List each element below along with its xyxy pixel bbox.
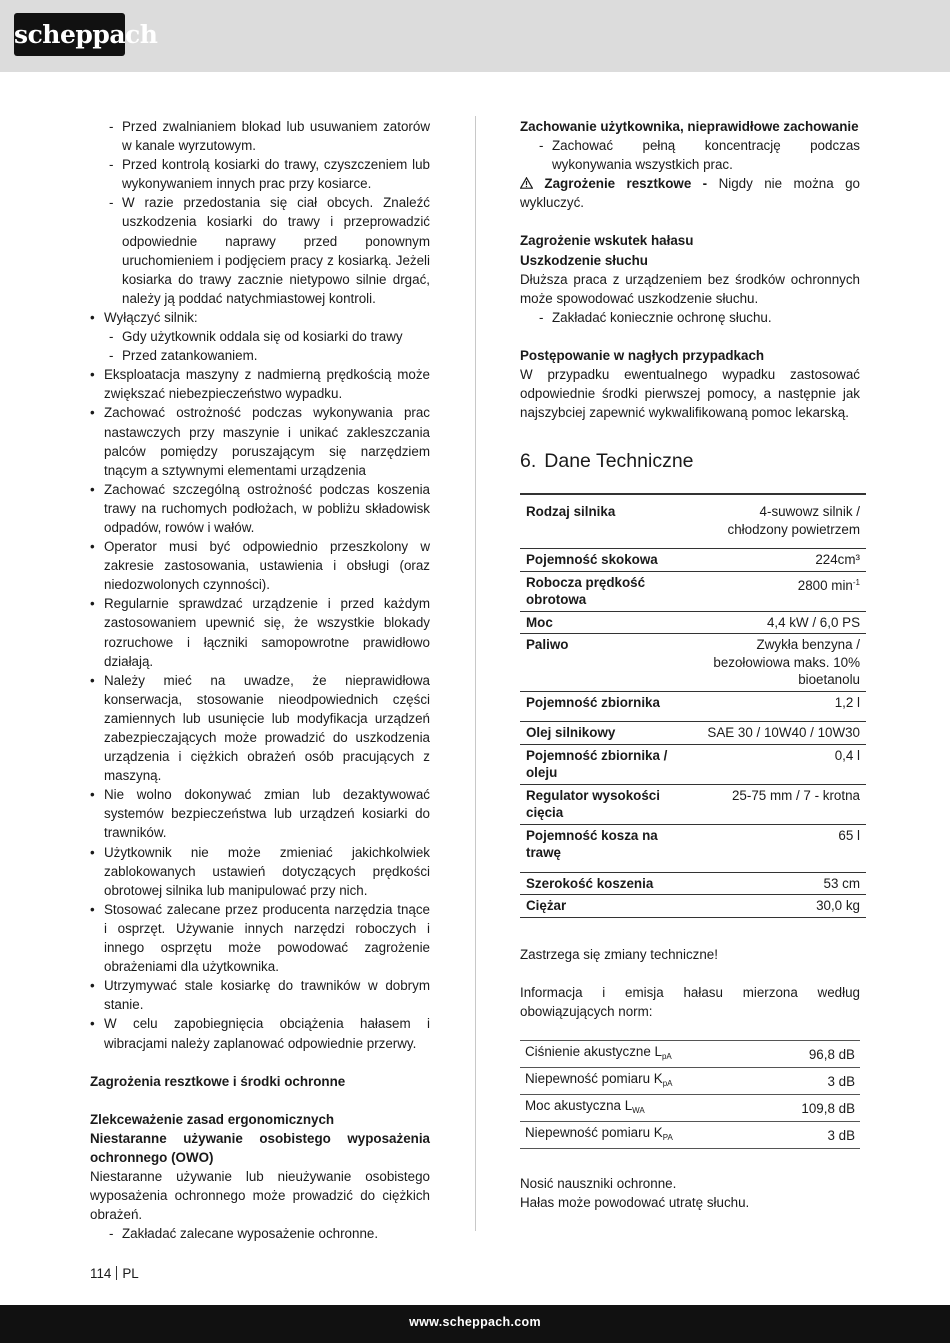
noise-label (520, 1095, 762, 1122)
spec-value (698, 571, 866, 611)
speed-exponent: -1 (852, 577, 860, 587)
spec-label: Pojemność kosza na trawę (520, 824, 698, 872)
bullet-item: • Zachować ostrożność podczas wykonywania prac nastawczych przy maszynie i unikać zakleszczania palców pomiędzy poruszającym się narzędziem tnącym a sztywnymi elementami urządzenia (90, 403, 430, 479)
residual-risk-label: Zagrożenie resztkowe - (544, 176, 708, 192)
table-row (520, 895, 866, 918)
table-row (520, 634, 866, 692)
spec-value: 25-75 mm / 7 - krotna (698, 784, 866, 824)
ppe-heading: Niestaranne używanie osobistego wyposażenia ochronnego (OWO) (90, 1130, 430, 1165)
tech-spec-table (520, 493, 866, 918)
spec-label: Robocza prędkość obrotowa (520, 571, 698, 611)
emergency-heading: Postępowanie w nagłych przypadkach (520, 347, 765, 363)
dash-item: - Zakładać zalecane wyposażenie ochronne. (90, 1224, 430, 1243)
header-bar (0, 0, 950, 72)
spec-label: Pojemność zbiornika / oleju (520, 744, 698, 784)
table-row (520, 744, 866, 784)
noise-label-text: Ciśnienie akustyczne L (525, 1044, 662, 1060)
spec-value: 0,4 l (698, 744, 866, 784)
emergency-text: W przypadku ewentualnego wypadku zastosować odpowiednie środki pierwszej pomocy, a następnie jak najszybciej zapewnić wykwalifikowaną pomoc lekarską. (520, 367, 860, 421)
table-row (520, 1041, 860, 1068)
noise-label-sub: pA (662, 1079, 673, 1089)
table-row (520, 872, 866, 895)
bullet-item: • W celu zapobiegnięcia obciążenia hałasem i wibracjami należy zaplanować odpowiednie przerwy. (90, 1014, 430, 1052)
right-column (520, 117, 860, 1212)
hearing-text: Dłuższa praca z urządzeniem bez środków ochronnych może spowodować uszkodzenie słuchu. (520, 271, 860, 306)
noise-heading: Zagrożenie wskutek hałasu (520, 233, 694, 249)
residual-risk-line (520, 174, 860, 212)
noise-label (520, 1122, 762, 1149)
spec-label: Rodzaj silnika (520, 494, 698, 549)
table-row (520, 494, 866, 549)
ppe-text: Niestaranne używanie lub nieużywanie osobistego wyposażenia ochronnego może prowadzić do ciężkich obrażeń. (90, 1168, 430, 1223)
noise-value: 3 dB (762, 1068, 860, 1095)
dash-item: - Zachować pełną koncentrację podczas wykonywania wszystkich prac. (520, 136, 860, 174)
spec-value: Zwykła benzyna / bezołowiowa maks. 10% bioetanolu (698, 634, 866, 692)
ear-protection-text: Nosić nauszniki ochronne. (520, 1176, 677, 1192)
spec-value: 53 cm (698, 872, 866, 895)
footer-bar (0, 1305, 950, 1343)
bullet-item: • Należy mieć na uwadze, że nieprawidłowa konserwacja, stosowanie nieodpowiednich części zamiennych lub usunięcie lub modyfikacja urządzeń zabezpieczających może prowadzić do uszkodzenia urządzenia i ciężkich obrażeń osób pracujących z maszyną. (90, 671, 430, 786)
noise-label-sub: WA (632, 1106, 645, 1116)
dash-item: - Przed zwalnianiem blokad lub usuwaniem zatorów w kanale wyrzutowym. (90, 117, 430, 155)
warning-icon (520, 177, 533, 189)
bullet-item: • Wyłączyć silnik: (90, 308, 430, 327)
dash-item: - W razie przedostania się ciał obcych. Znaleźć uszkodzenia kosiarki do trawy i przeprowadzić odpowiednie naprawy przed ponownym uruchomieniem i podjęciem pracy z kosiarką. Jeżeli kosiarka do trawy zacznie nietypowo silnie drgać, należy ją poddać natychmiastowej kontroli. (90, 193, 430, 308)
section-title-text: Dane Techniczne (544, 450, 694, 473)
table-row (520, 1122, 860, 1149)
speed-value: 2800 min (797, 577, 853, 593)
dash-item: - Przed kontrolą kosiarki do trawy, czyszczeniem lub wykonywaniem innych prac przy kosiarce. (90, 155, 430, 193)
behavior-heading: Zachowanie użytkownika, nieprawidłowe zachowanie (520, 119, 859, 134)
table-row (520, 784, 866, 824)
left-column (90, 117, 430, 1243)
spec-label: Olej silnikowy (520, 722, 698, 745)
noise-value: 109,8 dB (762, 1095, 860, 1122)
spec-label: Szerokość koszenia (520, 872, 698, 895)
spec-label: Moc (520, 611, 698, 634)
noise-label (520, 1041, 762, 1068)
table-row (520, 571, 866, 611)
residual-risks-heading: Zagrożenia resztkowe i środki ochronne (90, 1073, 346, 1089)
table-row (520, 824, 866, 872)
bullet-item: • Utrzymywać stale kosiarkę do trawników w dobrym stanie. (90, 976, 430, 1014)
spec-value: 30,0 kg (698, 895, 866, 918)
hearing-loss-text: Hałas może powodować utratę słuchu. (520, 1195, 750, 1211)
bullet-item: • Stosować zalecane przez producenta narzędzia tnące i osprzęt. Używanie innych narzędzi roboczych i innego osprzętu może powodować zagrożenie obrażeniami dla użytkownika. (90, 900, 430, 976)
noise-label-sub: PA (662, 1133, 673, 1143)
bullet-item: • Operator musi być odpowiednio przeszkolony w zakresie zastosowania, ustawienia i obsługi (oraz niedozwolonych czynności). (90, 537, 430, 594)
noise-label-text: Niepewność pomiaru K (525, 1071, 663, 1087)
table-row (520, 611, 866, 634)
spec-value: 4,4 kW / 6,0 PS (698, 611, 866, 634)
spec-label: Pojemność skokowa (520, 549, 698, 572)
dash-item: - Gdy użytkownik oddala się od kosiarki do trawy (90, 327, 430, 346)
noise-value: 96,8 dB (762, 1041, 860, 1068)
website-link[interactable]: www.scheppach.com (409, 1315, 541, 1329)
bullet-item: • Użytkownik nie może zmieniać jakichkolwiek zablokowanych ustawień dotyczących prędkości obrotowej silnika lub manipulować przy nich. (90, 843, 430, 900)
page-separator (116, 1266, 117, 1280)
spec-value: 1,2 l (698, 691, 866, 722)
bullet-item: • Eksploatacja maszyny z nadmierną prędkością może zwiększać niebezpieczeństwo wypadku. (90, 365, 430, 403)
noise-label-sub: pA (661, 1052, 672, 1062)
spec-value: 4-suwowz silnik / chłodzony powietrzem (698, 494, 866, 549)
page-language: PL (122, 1266, 139, 1281)
spec-label: Ciężar (520, 895, 698, 918)
table-row (520, 1068, 860, 1095)
page-number (90, 1266, 139, 1281)
spec-value: 65 l (698, 824, 866, 872)
brand-logo: scheppach (14, 13, 125, 56)
residual-risk-text: Nigdy nie można go wykluczyć. (520, 176, 860, 211)
spec-label: Paliwo (520, 634, 698, 692)
table-row (520, 1095, 860, 1122)
spec-value: 224cm³ (698, 549, 866, 572)
table-row (520, 691, 866, 722)
noise-label (520, 1068, 762, 1095)
spec-label: Pojemność zbiornika (520, 691, 698, 722)
noise-value: 3 dB (762, 1122, 860, 1149)
section-number: 6. (520, 450, 537, 473)
noise-info-text: Informacja i emisja hałasu mierzona według obowiązujących norm: (520, 984, 860, 1019)
table-row (520, 549, 866, 572)
dash-item: - Przed zatankowaniem. (90, 346, 430, 365)
bullet-item: • Regularnie sprawdzać urządzenie i przed każdym zastosowaniem upewnić się, że wszystkie blokady rozruchowe i łączniki samopowrotne prawidłowo działają. (90, 594, 430, 670)
dash-item: - Zakładać koniecznie ochronę słuchu. (520, 308, 860, 327)
ergonomics-heading: Zlekceważenie zasad ergonomicznych (90, 1111, 335, 1127)
spec-value: SAE 30 / 10W40 / 10W30 (698, 722, 866, 745)
bullet-item: • Zachować szczególną ostrożność podczas koszenia trawy na ruchomych podłożach, w pobliżu składowisk odpadów, rowów i wałów. (90, 480, 430, 537)
noise-label-text: Niepewność pomiaru K (525, 1125, 663, 1141)
reserve-text: Zastrzega się zmiany techniczne! (520, 946, 718, 962)
noise-table (520, 1040, 860, 1149)
spec-label: Regulator wysokości cięcia (520, 784, 698, 824)
bullet-item: • Nie wolno dokonywać zmian lub dezaktywować systemów bezpieczeństwa lub urządzeń kosiarki do trawników. (90, 785, 430, 842)
section-title (520, 449, 860, 473)
table-row (520, 722, 866, 745)
page-number-value: 114 (90, 1266, 112, 1281)
hearing-heading: Uszkodzenie słuchu (520, 252, 648, 268)
noise-label-text: Moc akustyczna L (525, 1098, 633, 1114)
column-divider (475, 116, 476, 1231)
